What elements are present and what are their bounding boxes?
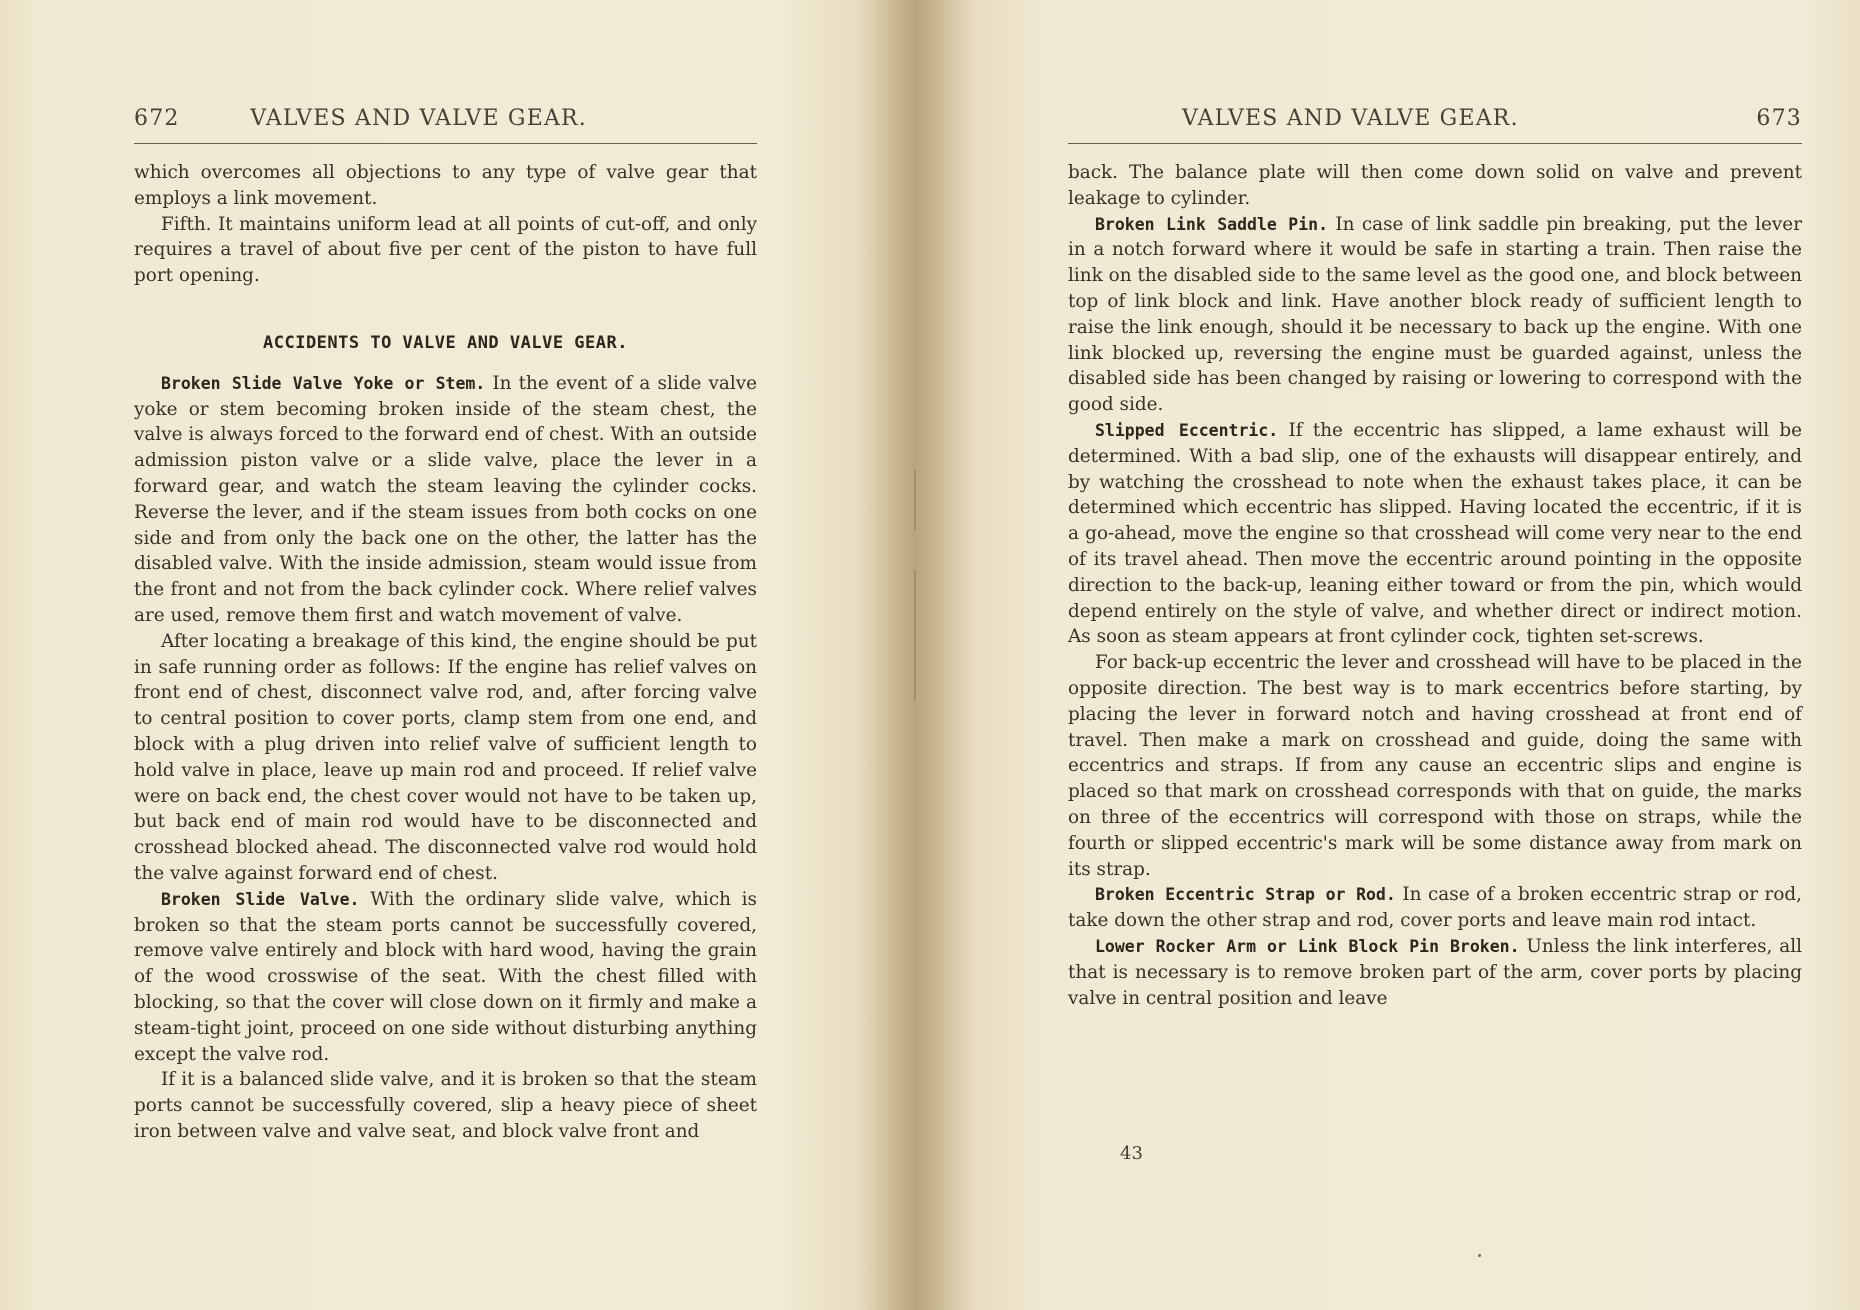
paragraph-text: If the eccentric has slipped, a lame exhaust will be determined. With a bad slip, one of the exhausts will disappear entirely, and by watching the crosshead to note when the exhaust takes place, it can be determined which eccentric has slipped. Having located the eccentric, if it is a go-ahead, move the engine so that crosshead will come very near to the end of its travel ahead. Then move the eccentric around pointing in the opposite direction to the back-up, leaning either toward or from the pin, which would depend entirely on the style of valve, and whether direct or indirect motion. As soon as steam appears at front cylinder cock, tighten set-screws.	[1068, 419, 1802, 648]
gutter-shadow	[914, 570, 916, 700]
page-number: 672	[134, 106, 180, 131]
run-in-heading: Slipped Eccentric.	[1095, 420, 1279, 440]
running-head	[134, 106, 757, 136]
run-in-heading: Broken Slide Valve.	[161, 889, 360, 909]
run-in-heading: Broken Slide Valve Yoke or Stem.	[161, 373, 486, 393]
running-head	[1182, 106, 1802, 136]
paragraph: After locating a breakage of this kind, the engine should be put in safe running order as follows: If the engine has relief valves on front end of chest, disconnect valve rod, and, after forcing valve to central position to cover ports, clamp stem from one end, and block with a plug driven into relief valve of sufficient length to hold valve in place, leave up main rod and proceed. If relief valve were on back end, the chest cover would not have to be taken up, but back end of main rod would have to be disconnected and crosshead blocked ahead. The disconnected valve rod would hold the valve against forward end of chest.	[134, 630, 757, 884]
paragraph-text: With the ordinary slide valve, which is broken so that the steam ports cannot be successfully covered, remove valve entirely and block with hard wood, having the grain of the wood crosswise of the seat. With the chest filled with blocking, so that the cover will close down on it firmly and make a steam-tight joint, proceed on one side without disturbing anything except the valve rod.	[134, 888, 757, 1065]
paragraph: Fifth. It maintains uniform lead at all points of cut-off, and only requires a travel of about five per cent of the piston to have full port opening.	[134, 213, 757, 287]
paragraph-text: In case of link saddle pin breaking, put the lever in a notch forward where it would be safe in starting a train. Then raise the link on the disabled side to the same level as the good one, and block between top of link block and link. Have another block ready of sufficient length to raise the link enough, should it be necessary to back up the engine. With one link blocked up, reversing the engine must be guarded against, unless the disabled side has been changed by raising or lowering to correspond with the good side.	[1068, 213, 1802, 416]
right-body-text	[1068, 160, 1802, 1011]
section-heading: ACCIDENTS TO VALVE AND VALVE GEAR.	[263, 332, 628, 353]
paragraph	[1068, 418, 1802, 650]
paragraph-text: In case of a broken eccentric strap or rod, take down the other strap and rod, cover ports and leave main rod intact.	[1068, 884, 1803, 932]
paragraph: For back-up eccentric the lever and crosshead will have to be placed in the opposite direction. The best way is to mark eccentrics before starting, by placing the lever in forward notch and having crosshead at front end of travel. Then make a mark on crosshead and guide, doing the same with eccentrics and straps. If from any cause an eccentric slips and engine is placed so that mark on crosshead corresponds with that on guide, the marks on three of the eccentrics will correspond with those on straps, while the fourth or slipped eccentric's mark will be some distance away from mark on its strap.	[1068, 652, 1802, 880]
right-page	[930, 0, 1860, 1310]
left-page	[0, 0, 900, 1310]
header-rule	[1068, 143, 1802, 144]
run-in-heading: Broken Eccentric Strap or Rod.	[1095, 885, 1396, 905]
running-head-title: VALVES AND VALVE GEAR.	[1182, 106, 1519, 131]
paragraph: which overcomes all objections to any type of valve gear that employs a link movement.	[134, 162, 757, 209]
paragraph-text: Unless the link interferes, all that is necessary is to remove broken part of the arm, cover ports by placing valve in central position and leave	[1068, 935, 1802, 1009]
paragraph-text: In the event of a slide valve yoke or stem becoming broken inside of the steam chest, the valve is always forced to the forward end of chest. With an outside admission piston valve or a slide valve, place the lever in a forward gear, and watch the steam leaving the cylinder cocks. Reverse the lever, and if the steam issues from both cocks on one side and from only the back one on the other, the latter has the disabled valve. With the inside admission, steam would issue from the front and not from the back cylinder cock. Where relief valves are used, remove them first and watch movement of valve.	[134, 372, 758, 626]
paragraph	[134, 887, 757, 1068]
page-number: 673	[1756, 106, 1802, 131]
paragraph: back. The balance plate will then come down solid on valve and prevent leakage to cylinder.	[1068, 162, 1802, 209]
signature-mark: 43	[1120, 1143, 1143, 1164]
header-rule	[134, 143, 757, 144]
paper-speck	[1478, 1254, 1481, 1257]
left-body-text	[134, 160, 757, 1145]
paragraph	[1068, 882, 1802, 934]
run-in-heading: Lower Rocker Arm or Link Block Pin Broken.	[1095, 936, 1520, 956]
paragraph	[1068, 212, 1802, 418]
gutter-shadow	[914, 470, 916, 530]
paragraph	[1068, 934, 1802, 1011]
run-in-heading: Broken Link Saddle Pin.	[1095, 214, 1329, 234]
paragraph	[134, 371, 757, 629]
running-head-title: VALVES AND VALVE GEAR.	[250, 106, 587, 131]
paragraph: If it is a balanced slide valve, and it is broken so that the steam ports cannot be successfully covered, slip a heavy piece of sheet iron between valve and valve seat, and block valve front and	[134, 1069, 757, 1142]
